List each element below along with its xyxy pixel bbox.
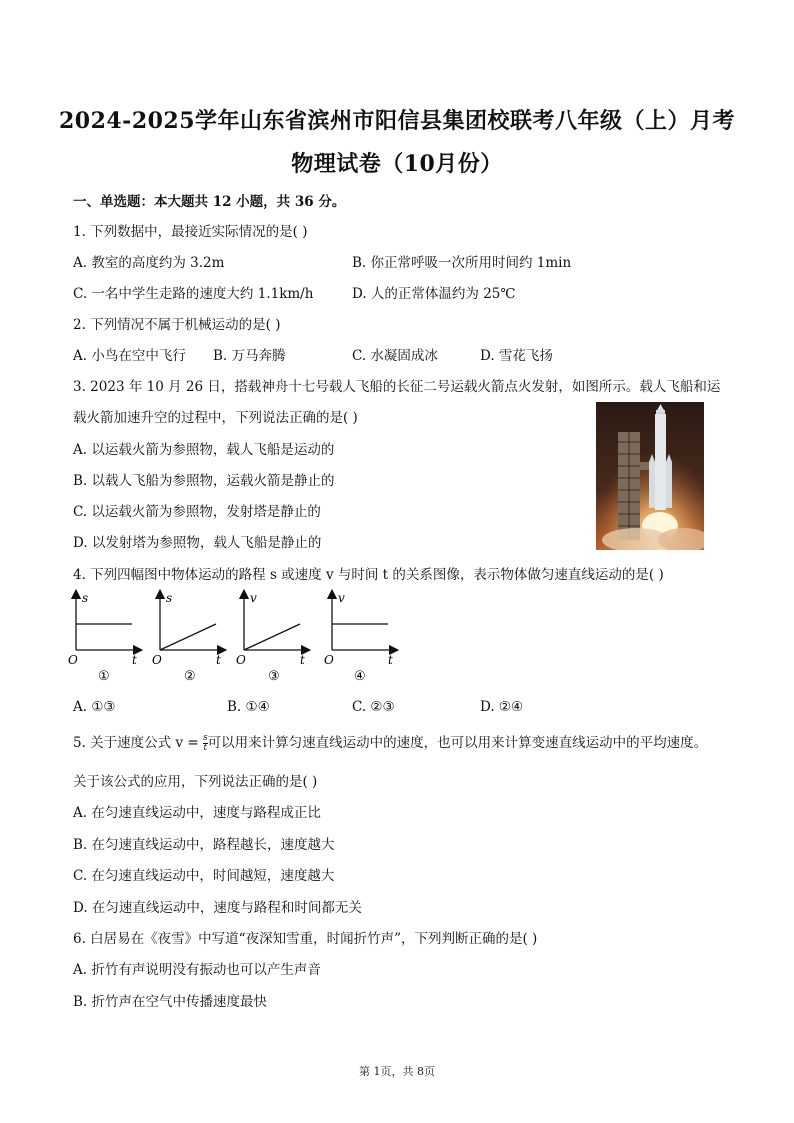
q5-fraction-denominator: t (203, 743, 208, 753)
q1-option-b: B. 你正常呼吸一次所用时间约 1min (352, 255, 572, 271)
q5-option-b: B. 在匀速直线运动中，路程越长，速度越大 (73, 837, 335, 853)
section-heading: 一、单选题：本大题共 12 小题，共 36 分。 (73, 194, 346, 210)
q5-stem-line1 (73, 731, 707, 753)
graph-1-ylabel: s (82, 591, 89, 605)
q5-stem-post: 可以用来计算匀速直线运动中的速度，也可以用来计算变速直线运动中的平均速度。 (207, 735, 708, 751)
q5-option-a: A. 在匀速直线运动中，速度与路程成正比 (73, 805, 321, 821)
graph-3 (236, 591, 306, 684)
q2-option-c: C. 水凝固成冰 (352, 348, 438, 364)
graph-1-label: ① (98, 669, 110, 684)
motion-graphs (62, 588, 412, 688)
q6-option-a: A. 折竹有声说明没有振动也可以产生声音 (73, 962, 321, 978)
graph-3-ylabel: v (250, 591, 257, 605)
graph-4 (324, 591, 394, 684)
graph-4-ylabel: v (338, 591, 345, 605)
graph-2 (152, 591, 222, 684)
q4-option-b: B. ①④ (227, 699, 270, 715)
q4-stem: 4. 下列四幅图中物体运动的路程 s 或速度 v 与时间 t 的关系图像，表示物体做匀速直线运动的是( ) (73, 567, 664, 583)
graph-3-origin: O (236, 653, 246, 667)
q2-option-a: A. 小鸟在空中飞行 (73, 348, 186, 364)
graph-1 (68, 591, 138, 684)
graph-2-label: ② (184, 669, 196, 684)
q3-stem-line1: 3. 2023 年 10 月 26 日，搭载神舟十七号载人飞船的长征二号运载火箭点火发射，如图所示。载人飞船和运 (73, 379, 721, 395)
q5-option-d: D. 在匀速直线运动中，速度与路程和时间都无关 (73, 900, 362, 916)
graph-4-origin: O (324, 653, 334, 667)
q4-option-a: A. ①③ (73, 699, 116, 715)
q2-option-d: D. 雪花飞扬 (480, 348, 553, 364)
q3-option-d: D. 以发射塔为参照物，载人飞船是静止的 (73, 535, 322, 551)
q3-option-c: C. 以运载火箭为参照物，发射塔是静止的 (73, 504, 321, 520)
q1-option-d: D. 人的正常体温约为 25℃ (352, 286, 516, 302)
graph-2-line (160, 624, 216, 650)
q2-stem: 2. 下列情况不属于机械运动的是( ) (73, 317, 281, 333)
q5-stem-line2: 关于该公式的应用，下列说法正确的是( ) (73, 774, 318, 790)
graph-3-line (244, 624, 300, 650)
q1-option-c: C. 一名中学生走路的速度大约 1.1km/h (73, 286, 314, 302)
q4-option-d: D. ②④ (480, 699, 524, 715)
graph-1-origin: O (68, 653, 78, 667)
q6-option-b: B. 折竹声在空气中传播速度最快 (73, 994, 268, 1010)
q6-stem: 6. 白居易在《夜雪》中写道“夜深知雪重，时闻折竹声”，下列判断正确的是( ) (73, 931, 538, 947)
q2-option-b: B. 万马奔腾 (213, 348, 286, 364)
q4-option-c: C. ②③ (352, 699, 395, 715)
q3-stem-line2: 载火箭加速升空的过程中，下列说法正确的是( ) (73, 410, 358, 426)
graph-3-label: ③ (268, 669, 280, 684)
q1-stem: 1. 下列数据中，最接近实际情况的是( ) (73, 224, 308, 240)
q3-option-b: B. 以载人飞船为参照物，运载火箭是静止的 (73, 473, 335, 489)
q5-option-c: C. 在匀速直线运动中，时间越短，速度越大 (73, 868, 335, 884)
q1-option-a: A. 教室的高度约为 3.2m (73, 255, 225, 271)
q5-fraction-numerator: s (203, 733, 208, 743)
graph-1-xlabel: t (132, 653, 137, 667)
graph-2-xlabel: t (216, 653, 221, 667)
graph-4-label: ④ (354, 669, 366, 684)
rocket-launch-photo (596, 402, 704, 550)
page-footer: 第 1页，共 8页 (359, 1065, 435, 1078)
graph-2-ylabel: s (166, 591, 173, 605)
q5-stem-pre: 5. 关于速度公式 v = (73, 735, 199, 751)
graph-2-origin: O (152, 653, 162, 667)
exam-title-line1: 2024-2025学年山东省滨州市阳信县集团校联考八年级（上）月考 (58, 108, 736, 134)
q3-option-a: A. 以运载火箭为参照物，载人飞船是运动的 (73, 442, 335, 458)
graph-3-xlabel: t (300, 653, 305, 667)
graph-4-xlabel: t (388, 653, 393, 667)
exam-title-line2: 物理试卷（10月份） (291, 151, 503, 177)
